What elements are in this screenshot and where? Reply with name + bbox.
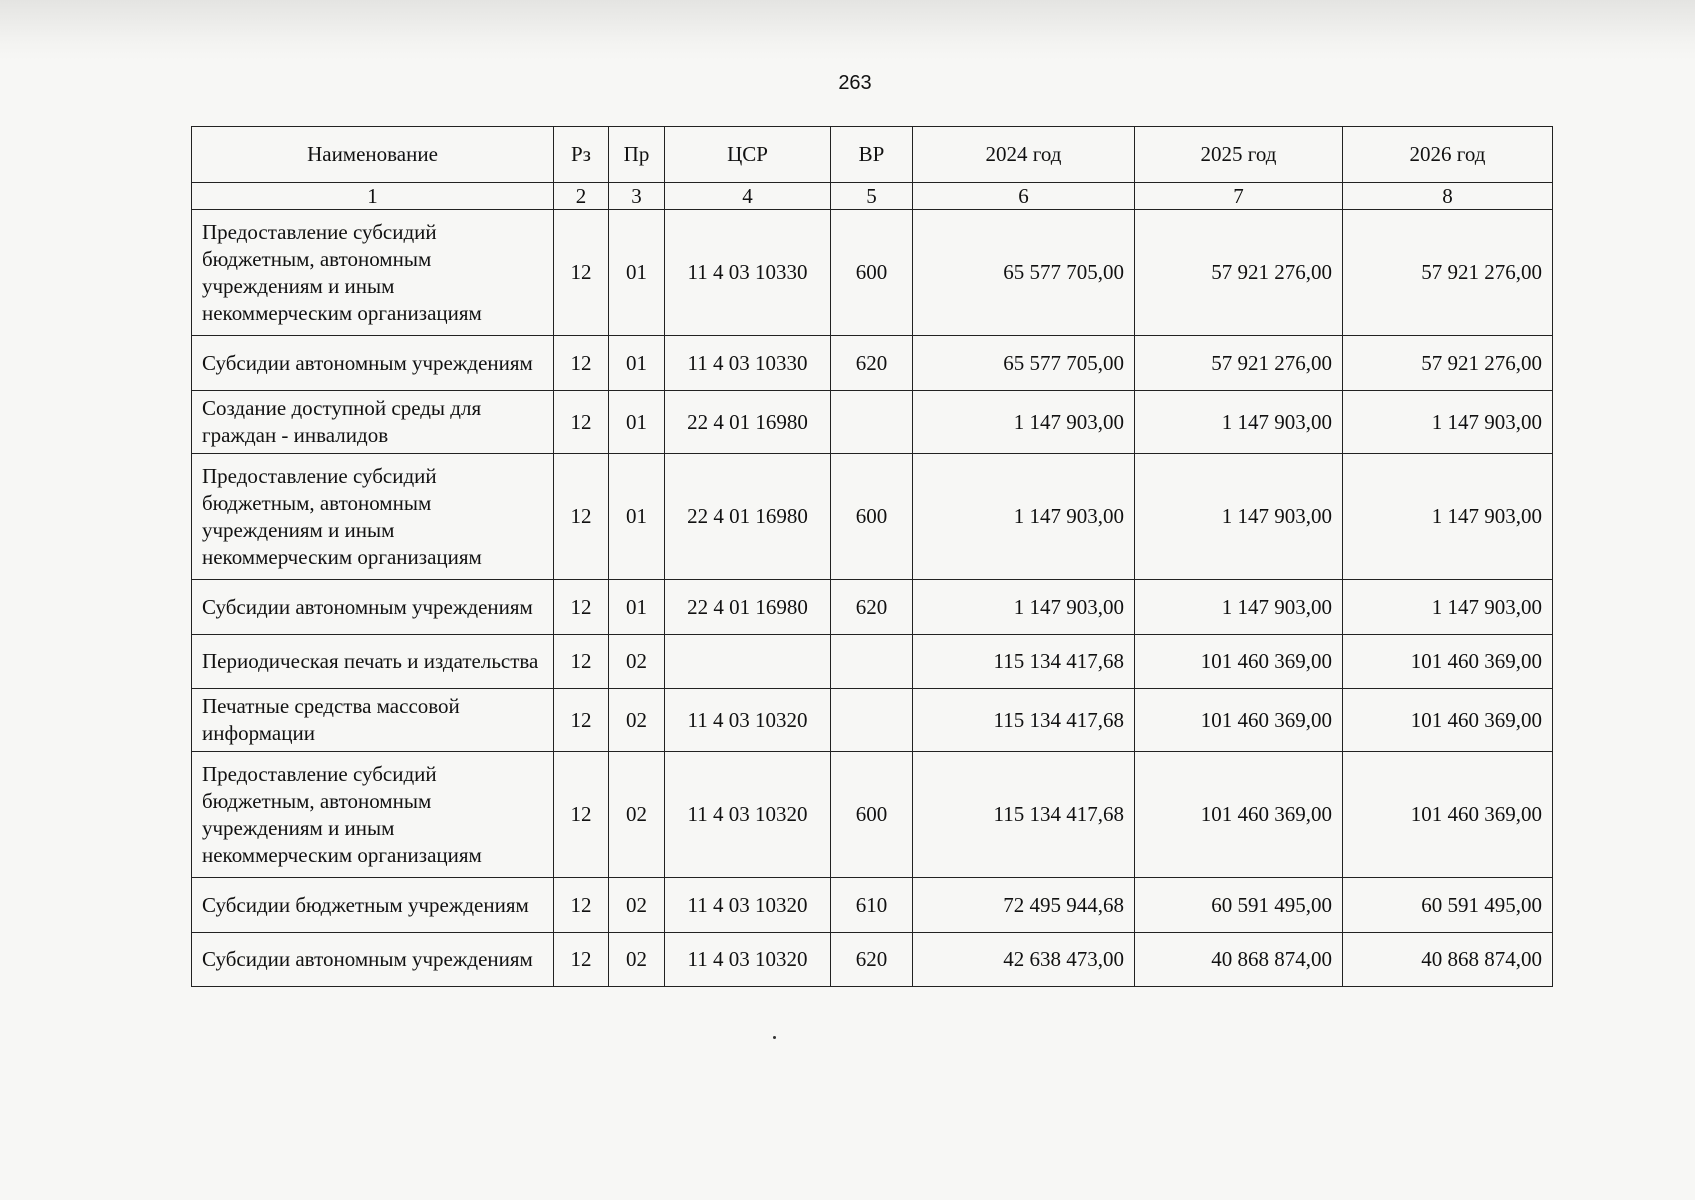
- cell-pr: 01: [609, 210, 665, 336]
- header-vr: ВР: [831, 127, 913, 183]
- table-body: [192, 210, 1553, 987]
- cell-vr: 620: [831, 580, 913, 635]
- column-number-row: [192, 183, 1553, 210]
- cell-vr: [831, 689, 913, 752]
- table-row: [192, 752, 1553, 878]
- header-row: [192, 127, 1553, 183]
- cell-2024: 115 134 417,68: [913, 689, 1135, 752]
- cell-rz: 12: [554, 336, 609, 391]
- cell-2025: 60 591 495,00: [1135, 878, 1343, 933]
- cell-csr: 22 4 01 16980: [665, 454, 831, 580]
- cell-vr: [831, 635, 913, 689]
- page-number: 263: [838, 72, 872, 94]
- cell-csr: 11 4 03 10320: [665, 689, 831, 752]
- table-row: [192, 391, 1553, 454]
- cell-csr: 11 4 03 10330: [665, 210, 831, 336]
- cell-pr: 01: [609, 580, 665, 635]
- cell-name: Печатные средства массовой информации: [192, 689, 554, 752]
- cell-2025: 57 921 276,00: [1135, 336, 1343, 391]
- cell-2024: 115 134 417,68: [913, 635, 1135, 689]
- cell-csr: 11 4 03 10320: [665, 752, 831, 878]
- column-number: 2: [554, 183, 609, 210]
- table-row: [192, 689, 1553, 752]
- cell-name: Субсидии автономным учреждениям: [192, 336, 554, 391]
- cell-2025: 101 460 369,00: [1135, 689, 1343, 752]
- table-row: [192, 635, 1553, 689]
- cell-vr: [831, 391, 913, 454]
- header-2026: 2026 год: [1343, 127, 1553, 183]
- cell-pr: 02: [609, 878, 665, 933]
- cell-vr: 610: [831, 878, 913, 933]
- header-name: Наименование: [192, 127, 554, 183]
- cell-name: Предоставление субсидий бюджетным, автономным учреждениям и иным некоммерческим организациям: [192, 752, 554, 878]
- cell-2024: 1 147 903,00: [913, 454, 1135, 580]
- cell-rz: 12: [554, 635, 609, 689]
- table-row: [192, 336, 1553, 391]
- cell-pr: 01: [609, 336, 665, 391]
- cell-name: Предоставление субсидий бюджетным, автономным учреждениям и иным некоммерческим организациям: [192, 454, 554, 580]
- table-row: [192, 878, 1553, 933]
- cell-rz: 12: [554, 391, 609, 454]
- header-rz: Рз: [554, 127, 609, 183]
- cell-csr: 11 4 03 10330: [665, 336, 831, 391]
- budget-table: [191, 126, 1553, 987]
- cell-2026: 1 147 903,00: [1343, 580, 1553, 635]
- scan-speck: [773, 1036, 776, 1039]
- cell-2025: 1 147 903,00: [1135, 454, 1343, 580]
- cell-csr: 11 4 03 10320: [665, 878, 831, 933]
- cell-2025: 40 868 874,00: [1135, 933, 1343, 987]
- cell-name: Субсидии автономным учреждениям: [192, 580, 554, 635]
- column-number: 5: [831, 183, 913, 210]
- cell-vr: 600: [831, 210, 913, 336]
- cell-vr: 620: [831, 336, 913, 391]
- cell-vr: 600: [831, 454, 913, 580]
- column-number: 8: [1343, 183, 1553, 210]
- cell-2025: 1 147 903,00: [1135, 391, 1343, 454]
- cell-2024: 1 147 903,00: [913, 580, 1135, 635]
- cell-csr: [665, 635, 831, 689]
- cell-2026: 40 868 874,00: [1343, 933, 1553, 987]
- scan-shadow: [0, 0, 1695, 60]
- cell-rz: 12: [554, 752, 609, 878]
- cell-2025: 101 460 369,00: [1135, 635, 1343, 689]
- cell-name: Субсидии автономным учреждениям: [192, 933, 554, 987]
- cell-2026: 57 921 276,00: [1343, 210, 1553, 336]
- cell-rz: 12: [554, 933, 609, 987]
- table-row: [192, 933, 1553, 987]
- column-number: 4: [665, 183, 831, 210]
- cell-vr: 620: [831, 933, 913, 987]
- cell-2026: 1 147 903,00: [1343, 391, 1553, 454]
- cell-rz: 12: [554, 689, 609, 752]
- cell-2026: 101 460 369,00: [1343, 689, 1553, 752]
- header-pr: Пр: [609, 127, 665, 183]
- cell-pr: 02: [609, 933, 665, 987]
- cell-2024: 65 577 705,00: [913, 336, 1135, 391]
- cell-pr: 02: [609, 752, 665, 878]
- cell-rz: 12: [554, 454, 609, 580]
- header-2024: 2024 год: [913, 127, 1135, 183]
- column-number: 7: [1135, 183, 1343, 210]
- cell-pr: 01: [609, 391, 665, 454]
- cell-2026: 1 147 903,00: [1343, 454, 1553, 580]
- cell-2024: 115 134 417,68: [913, 752, 1135, 878]
- cell-pr: 01: [609, 454, 665, 580]
- cell-2026: 101 460 369,00: [1343, 752, 1553, 878]
- cell-rz: 12: [554, 878, 609, 933]
- cell-csr: 22 4 01 16980: [665, 391, 831, 454]
- cell-2025: 101 460 369,00: [1135, 752, 1343, 878]
- cell-2024: 1 147 903,00: [913, 391, 1135, 454]
- table-row: [192, 210, 1553, 336]
- cell-pr: 02: [609, 635, 665, 689]
- cell-2024: 42 638 473,00: [913, 933, 1135, 987]
- column-number: 3: [609, 183, 665, 210]
- cell-name: Периодическая печать и издательства: [192, 635, 554, 689]
- cell-2026: 101 460 369,00: [1343, 635, 1553, 689]
- cell-2025: 57 921 276,00: [1135, 210, 1343, 336]
- table-row: [192, 454, 1553, 580]
- cell-csr: 22 4 01 16980: [665, 580, 831, 635]
- cell-name: Субсидии бюджетным учреждениям: [192, 878, 554, 933]
- cell-rz: 12: [554, 580, 609, 635]
- header-csr: ЦСР: [665, 127, 831, 183]
- cell-2026: 60 591 495,00: [1343, 878, 1553, 933]
- cell-rz: 12: [554, 210, 609, 336]
- cell-2024: 72 495 944,68: [913, 878, 1135, 933]
- cell-2024: 65 577 705,00: [913, 210, 1135, 336]
- cell-csr: 11 4 03 10320: [665, 933, 831, 987]
- cell-vr: 600: [831, 752, 913, 878]
- cell-2025: 1 147 903,00: [1135, 580, 1343, 635]
- cell-pr: 02: [609, 689, 665, 752]
- cell-name: Создание доступной среды для граждан - инвалидов: [192, 391, 554, 454]
- column-number: 1: [192, 183, 554, 210]
- column-number: 6: [913, 183, 1135, 210]
- cell-2026: 57 921 276,00: [1343, 336, 1553, 391]
- table-row: [192, 580, 1553, 635]
- cell-name: Предоставление субсидий бюджетным, автономным учреждениям и иным некоммерческим организациям: [192, 210, 554, 336]
- header-2025: 2025 год: [1135, 127, 1343, 183]
